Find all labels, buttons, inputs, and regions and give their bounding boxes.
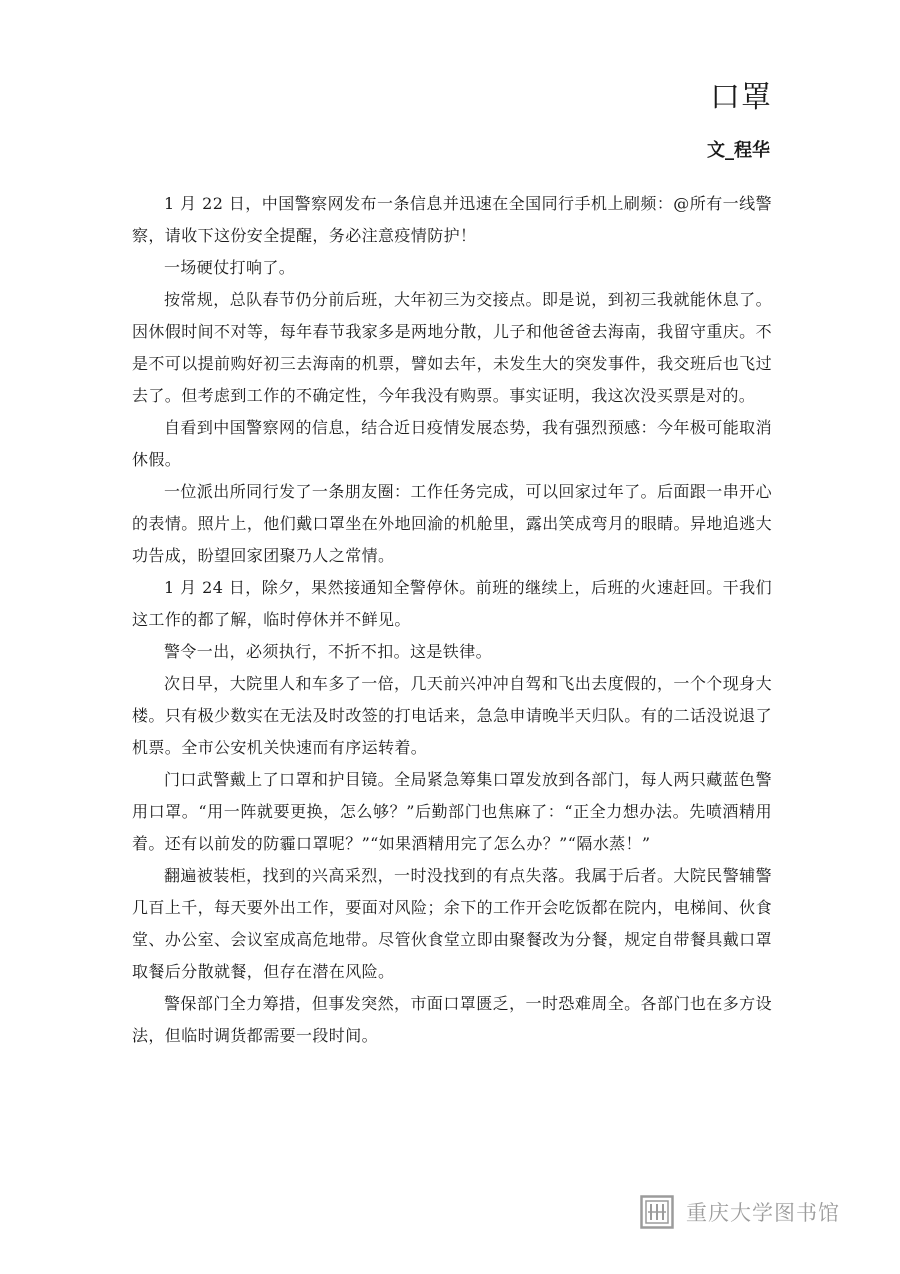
paragraph: 门口武警戴上了口罩和护目镜。全局紧急筹集口罩发放到各部门，每人两只藏蓝色警用口罩。“用一阵就要更换，怎么够？”后勤部门也焦麻了：“正全力想办法。先喷酒精用着。还有以前发的防霾口罩呢？”“如果酒精用完了怎么办？”“隔水蒸！” xyxy=(132,770,772,853)
paragraph: 翻遍被装柜，找到的兴高采烈，一时没找到的有点失落。我属于后者。大院民警辅警几百上千，每天要外出工作，要面对风险；余下的工作开会吃饭都在院内，电梯间、伙食堂、办公室、会议室成高危地带。尽管伙食堂立即由聚餐改为分餐，规定自带餐具戴口罩取餐后分散就餐，但存在潜在风险。 xyxy=(132,866,772,981)
paragraph: 警保部门全力筹措，但事发突然，市面口罩匮乏，一时恐难周全。各部门也在多方设法，但临时调货都需要一段时间。 xyxy=(132,994,772,1045)
article-title: 口罩 xyxy=(710,80,772,115)
article-byline: 文_程华 xyxy=(707,140,770,161)
paragraph: 1 月 22 日，中国警察网发布一条信息并迅速在全国同行手机上刷频：@所有一线警察，请收下这份安全提醒，务必注意疫情防护！ xyxy=(132,194,772,245)
paragraph: 警令一出，必须执行，不折不扣。这是铁律。 xyxy=(164,642,493,661)
paragraph: 1 月 24 日，除夕，果然接通知全警停休。前班的继续上，后班的火速赶回。干我们这工作的都了解，临时停休并不鲜见。 xyxy=(132,578,772,629)
library-seal-icon xyxy=(640,1195,674,1229)
paragraph: 按常规，总队春节仍分前后班，大年初三为交接点。即是说，到初三我就能休息了。因休假时间不对等，每年春节我家多是两地分散，儿子和他爸爸去海南，我留守重庆。不是不可以提前购好初三去海南的机票，譬如去年，未发生大的突发事件，我交班后也飞过去了。但考虑到工作的不确定性，今年我没有购票。事实证明，我这次没买票是对的。 xyxy=(132,290,772,405)
paragraph: 次日早，大院里人和车多了一倍，几天前兴冲冲自驾和飞出去度假的，一个个现身大楼。只有极少数实在无法及时改签的打电话来，急急申请晚半天归队。有的二话没说退了机票。全市公安机关快速而有序运转着。 xyxy=(132,674,772,757)
paragraph: 一位派出所同行发了一条朋友圈：工作任务完成，可以回家过年了。后面跟一串开心的表情。照片上，他们戴口罩坐在外地回渝的机舱里，露出笑成弯月的眼睛。异地追逃大功告成，盼望回家团聚乃人之常情。 xyxy=(132,482,772,565)
library-watermark xyxy=(640,1192,840,1232)
watermark-text: 重庆大学图书馆 xyxy=(686,1201,840,1225)
article-body xyxy=(132,188,772,1052)
paragraph: 自看到中国警察网的信息，结合近日疫情发展态势，我有强烈预感：今年极可能取消休假。 xyxy=(132,418,772,469)
paragraph: 一场硬仗打响了。 xyxy=(164,258,296,277)
